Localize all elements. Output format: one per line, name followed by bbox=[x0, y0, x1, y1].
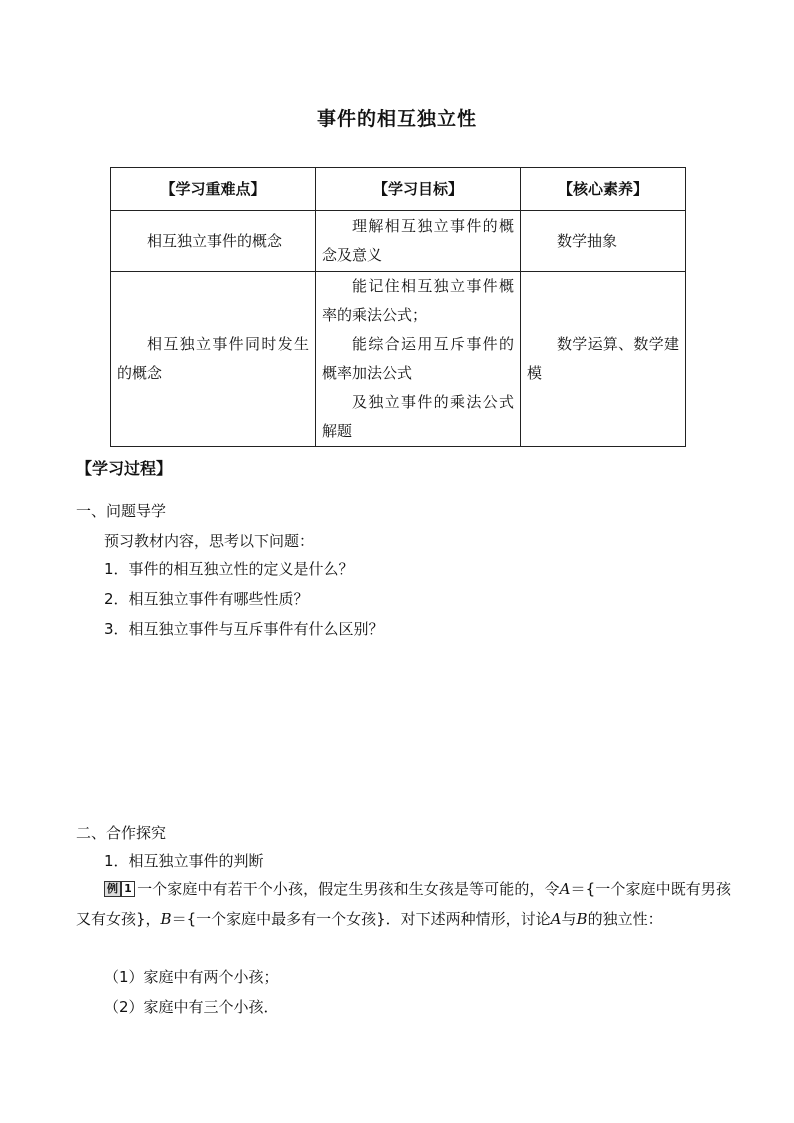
learning-goals-table bbox=[110, 167, 686, 447]
difficulty-cell bbox=[111, 272, 316, 447]
goals-cell bbox=[316, 211, 521, 272]
variable-a: A bbox=[559, 880, 571, 898]
page-title: 事件的相互独立性 bbox=[316, 108, 477, 130]
example-text: ＝{一个家庭中既有男孩又有女孩}， bbox=[76, 880, 731, 928]
goal-text: 及独立事件的乘法公式解题 bbox=[322, 393, 514, 440]
process-heading: 【学习过程】 bbox=[76, 459, 173, 478]
subsection-heading: 1．相互独立事件的判断 bbox=[104, 852, 264, 870]
literacy-cell bbox=[521, 272, 686, 447]
example-text: ＝{一个家庭中最多有一个女孩}．对下述两种情形，讨论 bbox=[171, 910, 551, 928]
header-literacy: 【核心素养】 bbox=[521, 168, 686, 211]
literacy-text: 数学抽象 bbox=[557, 231, 618, 250]
example-number-badge: 1 bbox=[121, 881, 135, 897]
goal-text: 能记住相互独立事件概率的乘法公式； bbox=[322, 277, 514, 324]
table-row bbox=[111, 211, 686, 272]
case-item: （2）家庭中有三个小孩． bbox=[104, 998, 279, 1016]
table-header-row bbox=[111, 168, 686, 211]
difficulty-text: 相互独立事件的概念 bbox=[147, 231, 283, 250]
example-text: 的独立性： bbox=[587, 910, 663, 928]
section1-heading: 一、问题导学 bbox=[76, 502, 167, 520]
case-item: （1）家庭中有两个小孩； bbox=[104, 968, 279, 986]
question-item: 1．事件的相互独立性的定义是什么？ bbox=[104, 560, 354, 578]
example-paragraph bbox=[76, 874, 731, 934]
difficulty-text: 相互独立事件同时发生的概念 bbox=[117, 335, 309, 382]
example-label-badge: 例 bbox=[104, 881, 121, 897]
literacy-cell bbox=[521, 211, 686, 272]
header-goals: 【学习目标】 bbox=[316, 168, 521, 211]
section2-heading: 二、合作探究 bbox=[76, 824, 167, 842]
difficulty-cell bbox=[111, 211, 316, 272]
variable-b: B bbox=[160, 910, 172, 928]
question-item: 3．相互独立事件与互斥事件有什么区别？ bbox=[104, 620, 384, 638]
goal-text: 理解相互独立事件的概念及意义 bbox=[322, 217, 514, 264]
section1-intro: 预习教材内容，思考以下问题： bbox=[104, 532, 315, 550]
goal-text: 能综合运用互斥事件的概率加法公式 bbox=[322, 335, 514, 382]
header-difficulty: 【学习重难点】 bbox=[111, 168, 316, 211]
goals-cell bbox=[316, 272, 521, 447]
table-row bbox=[111, 272, 686, 447]
example-text: 一个家庭中有若干个小孩，假定生男孩和生女孩是等可能的，令 bbox=[137, 880, 560, 898]
variable-a: A bbox=[550, 910, 562, 928]
literacy-text: 数学运算、数学建模 bbox=[527, 335, 679, 382]
question-item: 2．相互独立事件有哪些性质？ bbox=[104, 590, 309, 608]
variable-b: B bbox=[576, 910, 588, 928]
example-text: 与 bbox=[561, 910, 577, 928]
